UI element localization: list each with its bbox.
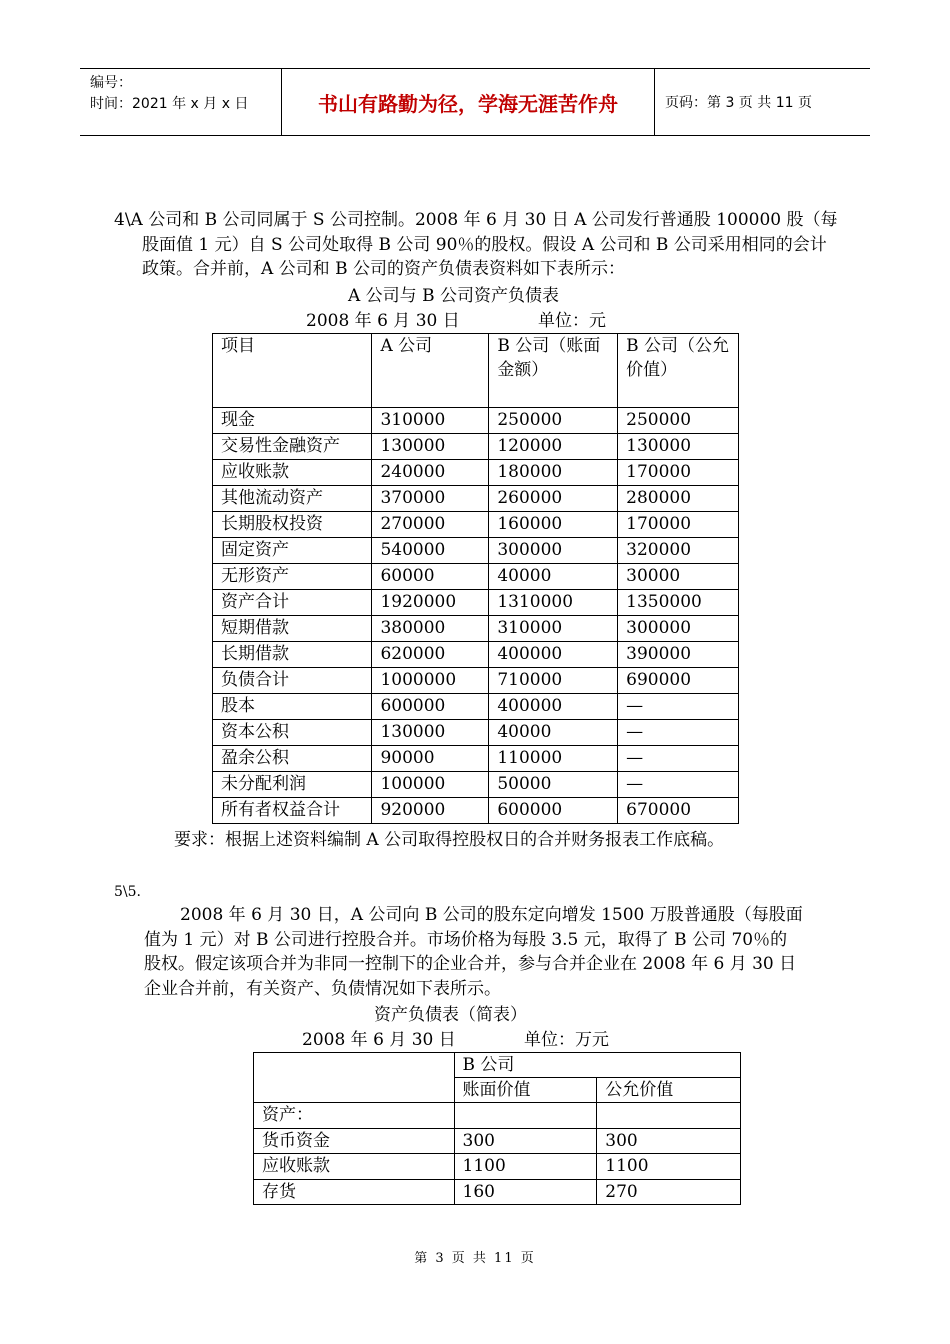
value-cell: — [618, 772, 739, 798]
row-label-cell: 未分配利润 [213, 772, 372, 798]
value-cell [597, 1103, 741, 1129]
value-cell: 380000 [372, 616, 489, 642]
header-cell [254, 1053, 455, 1103]
value-cell: 130000 [618, 434, 739, 460]
q5-table-title: 资产负债表（简表） [374, 1005, 527, 1025]
table-row [213, 512, 739, 538]
table-row [213, 616, 739, 642]
value-cell: 40000 [489, 720, 618, 746]
value-cell: 600000 [489, 798, 618, 824]
q4-table-date: 2008 年 6 月 30 日 [306, 311, 460, 331]
value-cell: 1310000 [489, 590, 618, 616]
value-cell: 130000 [372, 434, 489, 460]
table-row [213, 434, 739, 460]
value-cell: — [618, 720, 739, 746]
table-header-row [254, 1053, 741, 1078]
q5-balance-sheet-table [253, 1052, 741, 1205]
table-row [213, 668, 739, 694]
value-cell: 50000 [489, 772, 618, 798]
value-cell: 250000 [618, 408, 739, 434]
value-cell: 1920000 [372, 590, 489, 616]
page-header [80, 68, 870, 136]
value-cell: 180000 [489, 460, 618, 486]
q4-requirement: 要求：根据上述资料编制 A 公司取得控股权日的合并财务报表工作底稿。 [174, 830, 725, 850]
value-cell: 280000 [618, 486, 739, 512]
row-label-cell: 货币资金 [254, 1128, 455, 1154]
value-cell: 170000 [618, 460, 739, 486]
value-cell: 130000 [372, 720, 489, 746]
row-label-cell: 长期股权投资 [213, 512, 372, 538]
value-cell: 390000 [618, 642, 739, 668]
q5-table-date: 2008 年 6 月 30 日 [302, 1030, 456, 1050]
value-cell: 270000 [372, 512, 489, 538]
header-cell-book-value: 账面价值 [454, 1078, 597, 1103]
q4-balance-sheet-table [212, 333, 739, 824]
row-label-cell: 所有者权益合计 [213, 798, 372, 824]
row-label-cell: 资产合计 [213, 590, 372, 616]
value-cell: 30000 [618, 564, 739, 590]
value-cell: 600000 [372, 694, 489, 720]
value-cell: 1350000 [618, 590, 739, 616]
value-cell: 310000 [489, 616, 618, 642]
q5-text: 2008 年 6 月 30 日，A 公司向 B 公司的股东定向增发 1500 万股普通股（每股面值为 1 元）对 B 公司进行控股合并。市场价格为每股 3.5 元，取得了 B 公司 70％的股权。假定该项合并为非同一控制下的企业合并，参与合并企业在 2008 年 6 月 30 日企业合并前，有关资产、负债情况如下表所示。 [144, 905, 803, 999]
header-cell: B 公司（账面金额） [489, 334, 618, 408]
row-label-cell: 现金 [213, 408, 372, 434]
row-label-cell: 盈余公积 [213, 746, 372, 772]
page-footer: 第 3 页 共 11 页 [414, 1251, 536, 1266]
table-row [254, 1103, 741, 1129]
value-cell: 40000 [489, 564, 618, 590]
document-date: 时间：2021 年 x 月 x 日 [90, 96, 249, 112]
value-cell: 300000 [489, 538, 618, 564]
q5-label: 5\5. [114, 884, 141, 900]
value-cell: 260000 [489, 486, 618, 512]
value-cell: 250000 [489, 408, 618, 434]
header-cell-fair-value: 公允价值 [597, 1078, 741, 1103]
value-cell: 270 [597, 1179, 741, 1205]
table-row [213, 460, 739, 486]
value-cell: 100000 [372, 772, 489, 798]
document-number: 编号： [90, 75, 132, 91]
row-label-cell: 其他流动资产 [213, 486, 372, 512]
value-cell: 920000 [372, 798, 489, 824]
q4-table-title: A 公司与 B 公司资产负债表 [348, 286, 559, 306]
value-cell: 670000 [618, 798, 739, 824]
value-cell: 60000 [372, 564, 489, 590]
row-label-cell: 应收账款 [213, 460, 372, 486]
value-cell: 1100 [597, 1154, 741, 1180]
table-row [213, 798, 739, 824]
row-label-cell: 长期借款 [213, 642, 372, 668]
table-row [213, 772, 739, 798]
table-row [254, 1154, 741, 1180]
header-page-number: 页码：第 3 页 共 11 页 [665, 95, 812, 111]
value-cell: 690000 [618, 668, 739, 694]
table-row [213, 590, 739, 616]
value-cell: 160 [454, 1179, 597, 1205]
row-label-cell: 资产： [254, 1103, 455, 1129]
value-cell: 320000 [618, 538, 739, 564]
row-label-cell: 存货 [254, 1179, 455, 1205]
header-cell-company: B 公司 [454, 1053, 740, 1078]
value-cell: 160000 [489, 512, 618, 538]
value-cell: 620000 [372, 642, 489, 668]
header-info [80, 69, 282, 135]
value-cell: 400000 [489, 642, 618, 668]
value-cell: 1100 [454, 1154, 597, 1180]
row-label-cell: 交易性金融资产 [213, 434, 372, 460]
row-label-cell: 固定资产 [213, 538, 372, 564]
table-row [213, 642, 739, 668]
header-cell: 项目 [213, 334, 372, 408]
value-cell: 540000 [372, 538, 489, 564]
value-cell: 110000 [489, 746, 618, 772]
table-row [213, 694, 739, 720]
value-cell: 1000000 [372, 668, 489, 694]
header-cell: A 公司 [372, 334, 489, 408]
value-cell: 400000 [489, 694, 618, 720]
table-row [213, 486, 739, 512]
value-cell: 710000 [489, 668, 618, 694]
table-header-row [213, 334, 739, 408]
value-cell: — [618, 746, 739, 772]
value-cell: 300 [454, 1128, 597, 1154]
row-label-cell: 应收账款 [254, 1154, 455, 1180]
table-row [213, 408, 739, 434]
row-label-cell: 股本 [213, 694, 372, 720]
value-cell: 300 [597, 1128, 741, 1154]
q4-table-unit: 单位：元 [538, 311, 606, 331]
row-label-cell: 短期借款 [213, 616, 372, 642]
header-motto: 书山有路勤为径，学海无涯苦作舟 [282, 69, 655, 135]
value-cell [454, 1103, 597, 1129]
table-row [213, 538, 739, 564]
row-label-cell: 无形资产 [213, 564, 372, 590]
table-row [254, 1179, 741, 1205]
value-cell: 310000 [372, 408, 489, 434]
table-row [213, 746, 739, 772]
row-label-cell: 资本公积 [213, 720, 372, 746]
table-row [213, 720, 739, 746]
value-cell: 240000 [372, 460, 489, 486]
table-row [213, 564, 739, 590]
q5-table-unit: 单位：万元 [524, 1030, 609, 1050]
value-cell: 170000 [618, 512, 739, 538]
header-cell: B 公司（公允价值） [618, 334, 739, 408]
value-cell: 120000 [489, 434, 618, 460]
value-cell: 370000 [372, 486, 489, 512]
value-cell: 90000 [372, 746, 489, 772]
value-cell: — [618, 694, 739, 720]
row-label-cell: 负债合计 [213, 668, 372, 694]
value-cell: 300000 [618, 616, 739, 642]
q4-text: 4\A 公司和 B 公司同属于 S 公司控制。2008 年 6 月 30 日 A 公司发行普通股 100000 股（每股面值 1 元）自 S 公司处取得 B 公司 90％的股权。假设 A 公司和 B 公司采用相同的会计政策。合并前，A 公司和 B 公司的资产负债表资料如下表所示： [114, 210, 838, 279]
table-row [254, 1128, 741, 1154]
